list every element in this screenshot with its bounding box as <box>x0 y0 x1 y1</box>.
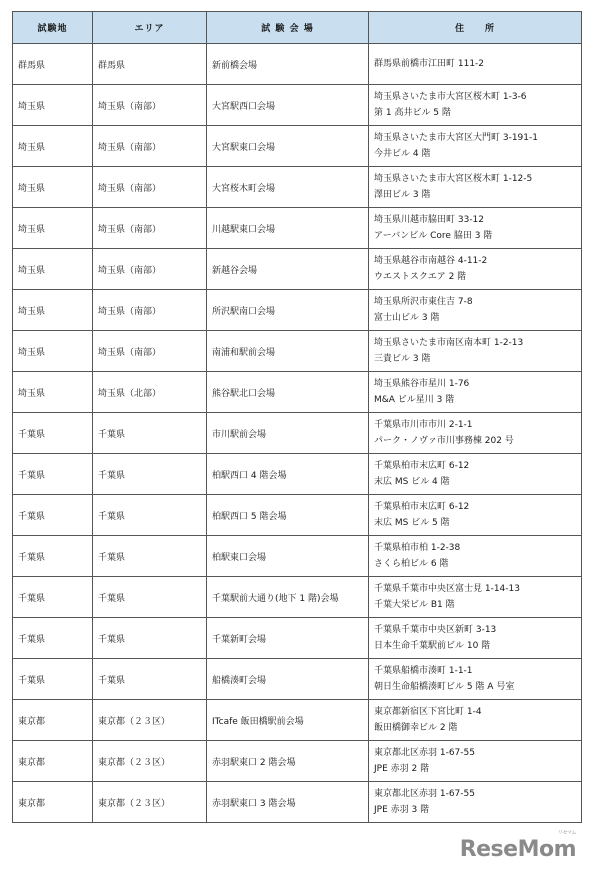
cell-site: 千葉県 <box>13 659 93 700</box>
address-line-2: 三貴ビル 3 階 <box>374 354 431 364</box>
cell-area: 東京都（２３区） <box>93 700 207 741</box>
address-line-2: さくら柏ビル 6 階 <box>374 559 449 569</box>
table-row <box>13 290 582 331</box>
table-row <box>13 249 582 290</box>
cell-area: 千葉県 <box>93 618 207 659</box>
cell-site: 千葉県 <box>13 536 93 577</box>
cell-venue: 千葉駅前大通り(地下 1 階)会場 <box>207 577 369 618</box>
address-line-2: JPE 赤羽 3 階 <box>374 805 430 815</box>
table-row <box>13 413 582 454</box>
cell-venue: 大宮駅西口会場 <box>207 85 369 126</box>
address-line-2: 富士山ビル 3 階 <box>374 313 440 323</box>
address-line-2: 日本生命千葉駅前ビル 10 階 <box>374 641 491 651</box>
table-row <box>13 331 582 372</box>
address-line-1: 群馬県前橋市江田町 111-2 <box>374 59 485 69</box>
cell-address <box>369 331 582 372</box>
cell-venue: 赤羽駅東口 3 階会場 <box>207 782 369 823</box>
address-line-2: JPE 赤羽 2 階 <box>374 764 430 774</box>
table-row <box>13 167 582 208</box>
header-venue: 試 験 会 場 <box>207 12 369 44</box>
table-row <box>13 495 582 536</box>
table-row <box>13 782 582 823</box>
address-line-2: 第 1 高井ビル 5 階 <box>374 108 451 118</box>
cell-venue: 所沢駅南口会場 <box>207 290 369 331</box>
resemom-logo <box>459 829 576 862</box>
cell-area: 千葉県 <box>93 577 207 618</box>
cell-site: 埼玉県 <box>13 85 93 126</box>
cell-venue: 新越谷会場 <box>207 249 369 290</box>
cell-address <box>369 782 582 823</box>
cell-venue: 新前橋会場 <box>207 44 369 85</box>
cell-area: 東京都（２３区） <box>93 782 207 823</box>
cell-venue: 赤羽駅東口 2 階会場 <box>207 741 369 782</box>
cell-address <box>369 577 582 618</box>
cell-address <box>369 454 582 495</box>
cell-address <box>369 249 582 290</box>
address-line-1: 埼玉県さいたま市大宮区桜木町 1-12-5 <box>374 174 533 184</box>
header-site: 試験地 <box>13 12 93 44</box>
address-line-1: 千葉県船橋市湊町 1-1-1 <box>374 666 473 676</box>
cell-address <box>369 741 582 782</box>
cell-address <box>369 413 582 454</box>
cell-venue: 柏駅西口 5 階会場 <box>207 495 369 536</box>
cell-site: 埼玉県 <box>13 290 93 331</box>
exam-venue-table <box>12 11 582 823</box>
address-line-2: 飯田橋御幸ビル 2 階 <box>374 723 458 733</box>
cell-area: 東京都（２３区） <box>93 741 207 782</box>
address-line-1: 千葉県柏市末広町 6-12 <box>374 461 470 471</box>
logo-text: ReseMom <box>459 837 576 862</box>
cell-venue: 柏駅西口 4 階会場 <box>207 454 369 495</box>
address-line-1: 東京都北区赤羽 1-67-55 <box>374 789 475 799</box>
address-line-1: 埼玉県さいたま市大宮区大門町 3-191-1 <box>374 133 538 143</box>
cell-area: 埼玉県（南部） <box>93 208 207 249</box>
cell-venue: 千葉新町会場 <box>207 618 369 659</box>
cell-address <box>369 44 582 85</box>
table-row <box>13 126 582 167</box>
address-line-1: 埼玉県川越市脇田町 33-12 <box>374 215 485 225</box>
cell-area: 埼玉県（南部） <box>93 126 207 167</box>
address-line-2: 朝日生命船橋湊町ビル 5 階 A 号室 <box>374 682 515 692</box>
address-line-2: 今井ビル 4 階 <box>374 149 431 159</box>
cell-area: 埼玉県（南部） <box>93 85 207 126</box>
header-address: 住 所 <box>369 12 582 44</box>
cell-area: 千葉県 <box>93 454 207 495</box>
table-row <box>13 208 582 249</box>
cell-address <box>369 290 582 331</box>
cell-address <box>369 659 582 700</box>
cell-area: 埼玉県（北部） <box>93 372 207 413</box>
address-line-2: M&A ビル星川 3 階 <box>374 395 455 405</box>
address-line-1: 東京都北区赤羽 1-67-55 <box>374 748 475 758</box>
cell-address <box>369 536 582 577</box>
address-line-1: 千葉県柏市末広町 6-12 <box>374 502 470 512</box>
address-line-2: パーク・ノヴァ市川事務棟 202 号 <box>374 436 514 446</box>
cell-address <box>369 167 582 208</box>
address-line-1: 埼玉県越谷市南越谷 4-11-2 <box>374 256 488 266</box>
cell-venue: 大宮駅東口会場 <box>207 126 369 167</box>
cell-area: 埼玉県（南部） <box>93 249 207 290</box>
header-row <box>13 12 582 44</box>
cell-area: 埼玉県（南部） <box>93 290 207 331</box>
cell-site: 埼玉県 <box>13 331 93 372</box>
table-row <box>13 44 582 85</box>
cell-area: 千葉県 <box>93 659 207 700</box>
address-line-2: ウエストスクエア 2 階 <box>374 272 467 282</box>
cell-venue: 川越駅東口会場 <box>207 208 369 249</box>
table-row <box>13 618 582 659</box>
cell-venue: 南浦和駅前会場 <box>207 331 369 372</box>
address-line-2: 千葉大栄ビル B1 階 <box>374 600 455 610</box>
address-line-1: 埼玉県熊谷市星川 1-76 <box>374 379 470 389</box>
cell-site: 埼玉県 <box>13 208 93 249</box>
cell-venue: 市川駅前会場 <box>207 413 369 454</box>
cell-area: 千葉県 <box>93 413 207 454</box>
table-row <box>13 372 582 413</box>
address-line-1: 千葉県千葉市中央区新町 3-13 <box>374 625 497 635</box>
cell-site: 東京都 <box>13 782 93 823</box>
cell-venue: 船橋湊町会場 <box>207 659 369 700</box>
cell-site: 千葉県 <box>13 577 93 618</box>
table-row <box>13 454 582 495</box>
address-line-2: 澤田ビル 3 階 <box>374 190 431 200</box>
table-body <box>13 44 582 823</box>
logo-ruby: リセマム <box>558 829 576 836</box>
cell-address <box>369 495 582 536</box>
table-row <box>13 700 582 741</box>
cell-site: 埼玉県 <box>13 167 93 208</box>
cell-venue: ITcafe 飯田橋駅前会場 <box>207 700 369 741</box>
address-line-2: アーバンビル Core 脇田 3 階 <box>374 231 493 241</box>
address-line-1: 千葉県市川市市川 2-1-1 <box>374 420 473 430</box>
cell-area: 千葉県 <box>93 536 207 577</box>
cell-address <box>369 372 582 413</box>
address-line-2: 末広 MS ビル 5 階 <box>374 518 450 528</box>
table-row <box>13 741 582 782</box>
cell-venue: 熊谷駅北口会場 <box>207 372 369 413</box>
cell-site: 東京都 <box>13 700 93 741</box>
cell-site: 埼玉県 <box>13 372 93 413</box>
cell-site: 埼玉県 <box>13 126 93 167</box>
cell-address <box>369 85 582 126</box>
address-line-1: 東京都新宿区下宮比町 1-4 <box>374 707 482 717</box>
cell-site: 千葉県 <box>13 495 93 536</box>
address-line-1: 千葉県千葉市中央区富士見 1-14-13 <box>374 584 520 594</box>
table-row <box>13 659 582 700</box>
address-line-1: 埼玉県所沢市東住吉 7-8 <box>374 297 473 307</box>
address-line-1: 千葉県柏市柏 1-2-38 <box>374 543 461 553</box>
address-line-1: 埼玉県さいたま市大宮区桜木町 1-3-6 <box>374 92 527 102</box>
header-area: エリア <box>93 12 207 44</box>
cell-site: 千葉県 <box>13 413 93 454</box>
cell-area: 群馬県 <box>93 44 207 85</box>
cell-address <box>369 700 582 741</box>
cell-address <box>369 618 582 659</box>
cell-venue: 柏駅東口会場 <box>207 536 369 577</box>
address-line-1: 埼玉県さいたま市南区南本町 1-2-13 <box>374 338 524 348</box>
cell-site: 千葉県 <box>13 454 93 495</box>
cell-site: 群馬県 <box>13 44 93 85</box>
table-row <box>13 577 582 618</box>
cell-site: 埼玉県 <box>13 249 93 290</box>
address-line-2: 末広 MS ビル 4 階 <box>374 477 450 487</box>
cell-area: 埼玉県（南部） <box>93 331 207 372</box>
cell-site: 東京都 <box>13 741 93 782</box>
cell-address <box>369 208 582 249</box>
cell-area: 千葉県 <box>93 495 207 536</box>
cell-address <box>369 126 582 167</box>
cell-venue: 大宮桜木町会場 <box>207 167 369 208</box>
table-row <box>13 536 582 577</box>
cell-area: 埼玉県（南部） <box>93 167 207 208</box>
table-row <box>13 85 582 126</box>
cell-site: 千葉県 <box>13 618 93 659</box>
